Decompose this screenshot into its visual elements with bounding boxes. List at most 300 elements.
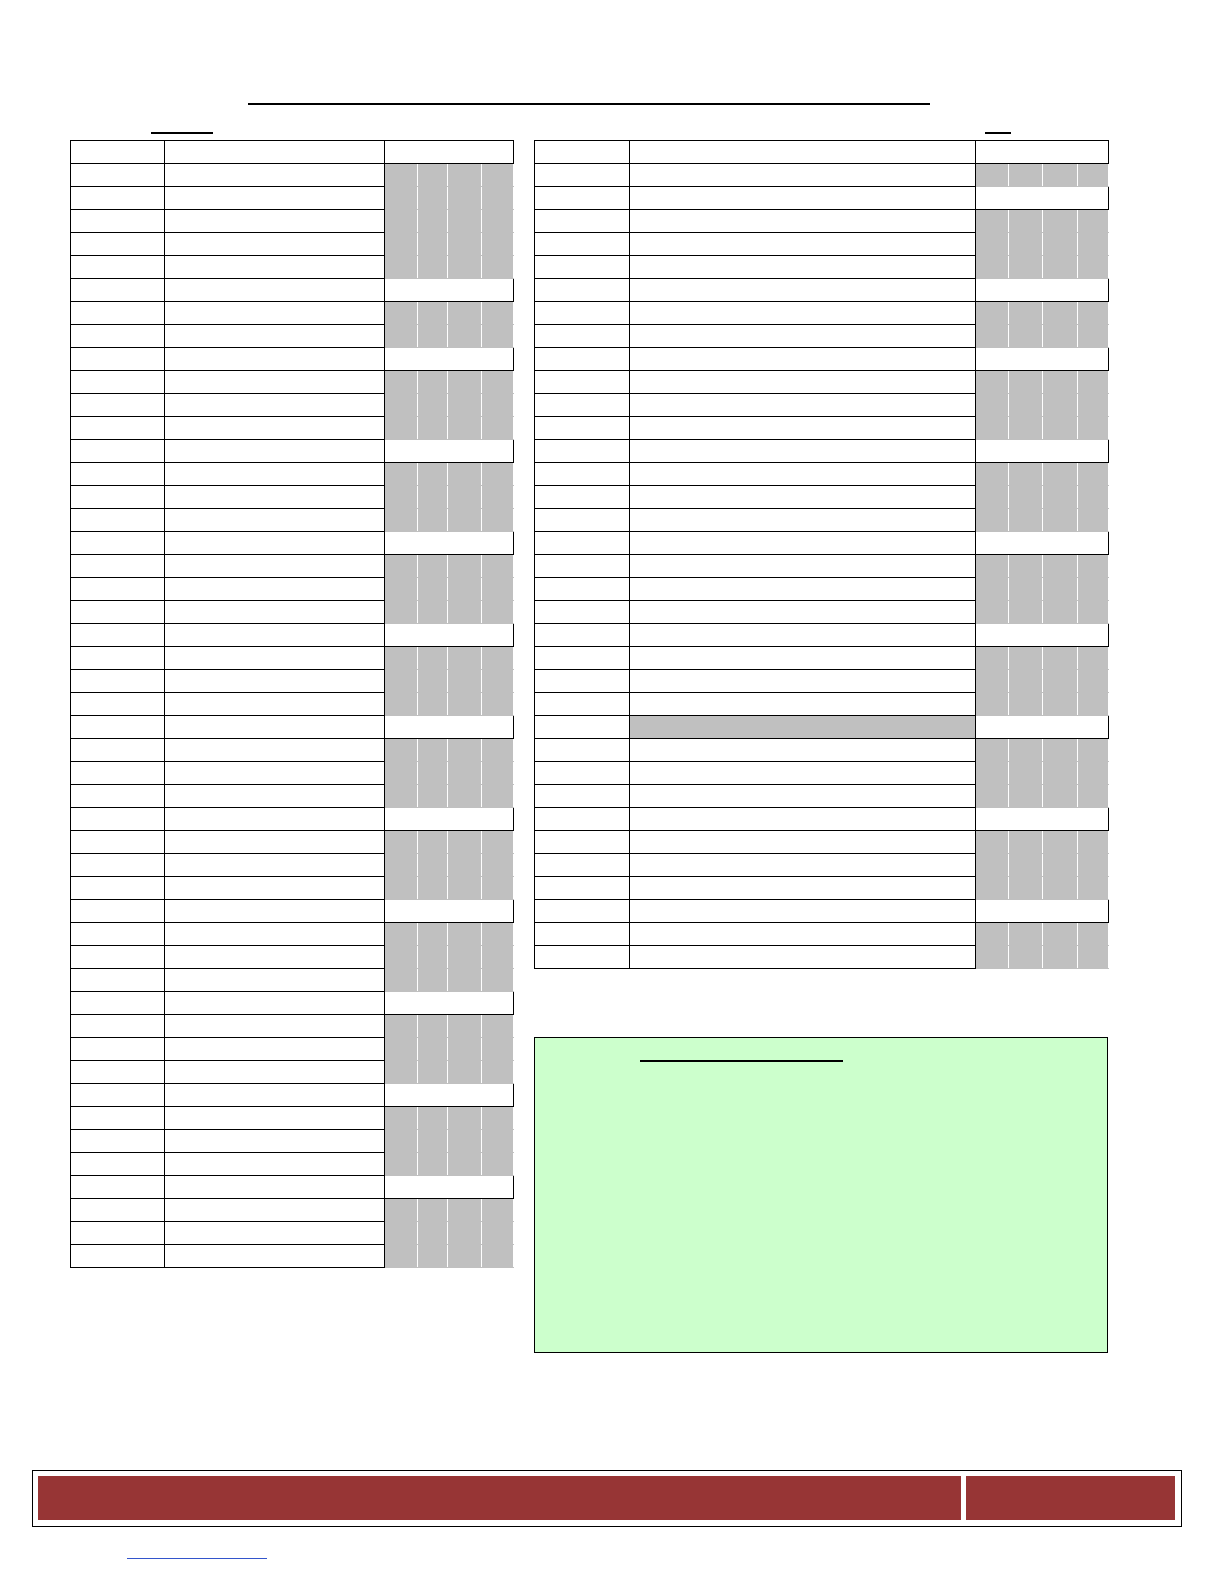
row-description-cell bbox=[165, 1084, 385, 1107]
rating-checkbox-cell[interactable] bbox=[976, 762, 1009, 785]
rating-checkbox-cell[interactable] bbox=[482, 693, 514, 716]
row-description-cell bbox=[165, 463, 385, 486]
rating-checkbox-cell[interactable] bbox=[1043, 164, 1078, 187]
rating-checkbox-cell[interactable] bbox=[1043, 325, 1078, 348]
rating-checkbox-cell[interactable] bbox=[418, 1130, 448, 1153]
rating-checkbox-cell[interactable] bbox=[448, 555, 482, 578]
rating-checkbox-cell[interactable] bbox=[1009, 785, 1043, 808]
table-row bbox=[71, 555, 514, 578]
row-description-cell bbox=[630, 693, 976, 716]
rating-checkbox-cell[interactable] bbox=[1009, 946, 1043, 969]
rating-checkbox-cell[interactable] bbox=[418, 1199, 448, 1222]
rating-checkbox-cell[interactable] bbox=[448, 1222, 482, 1245]
rating-checkbox-cell[interactable] bbox=[448, 785, 482, 808]
rating-checkbox-cell[interactable] bbox=[448, 693, 482, 716]
row-number-cell bbox=[535, 233, 630, 256]
rating-checkbox-cell[interactable] bbox=[482, 394, 514, 417]
rating-checkbox-cell[interactable] bbox=[385, 785, 418, 808]
rating-checkbox-cell[interactable] bbox=[1009, 601, 1043, 624]
table-row bbox=[535, 394, 1109, 417]
rating-checkbox-cell[interactable] bbox=[1078, 463, 1109, 486]
rating-checkbox-cell[interactable] bbox=[448, 394, 482, 417]
section-divider-cell bbox=[976, 440, 1109, 463]
rating-checkbox-cell[interactable] bbox=[976, 854, 1009, 877]
rating-checkbox-cell[interactable] bbox=[482, 325, 514, 348]
rating-checkbox-cell[interactable] bbox=[1078, 417, 1109, 440]
rating-checkbox-cell[interactable] bbox=[482, 877, 514, 900]
rating-checkbox-cell[interactable] bbox=[482, 1130, 514, 1153]
rating-checkbox-cell[interactable] bbox=[1078, 578, 1109, 601]
table-row bbox=[535, 831, 1109, 854]
rating-checkbox-cell[interactable] bbox=[1078, 670, 1109, 693]
rating-checkbox-cell[interactable] bbox=[482, 1061, 514, 1084]
rating-checkbox-cell[interactable] bbox=[1043, 647, 1078, 670]
rating-checkbox-cell[interactable] bbox=[385, 647, 418, 670]
rating-checkbox-cell[interactable] bbox=[448, 417, 482, 440]
rating-checkbox-cell[interactable] bbox=[418, 417, 448, 440]
row-description-cell bbox=[165, 348, 385, 371]
rating-checkbox-cell[interactable] bbox=[976, 463, 1009, 486]
rating-checkbox-cell[interactable] bbox=[1009, 578, 1043, 601]
rating-checkbox-cell[interactable] bbox=[418, 739, 448, 762]
rating-checkbox-cell[interactable] bbox=[385, 417, 418, 440]
rating-checkbox-cell[interactable] bbox=[385, 233, 418, 256]
rating-checkbox-cell[interactable] bbox=[1009, 647, 1043, 670]
row-description-cell bbox=[165, 233, 385, 256]
rating-checkbox-cell[interactable] bbox=[482, 463, 514, 486]
rating-checkbox-cell[interactable] bbox=[482, 486, 514, 509]
rating-checkbox-cell[interactable] bbox=[418, 371, 448, 394]
rating-checkbox-cell[interactable] bbox=[976, 417, 1009, 440]
row-number-cell bbox=[71, 532, 165, 555]
rating-checkbox-cell[interactable] bbox=[1078, 785, 1109, 808]
rating-checkbox-cell[interactable] bbox=[418, 394, 448, 417]
row-description-cell bbox=[165, 141, 385, 164]
rating-checkbox-cell[interactable] bbox=[385, 1107, 418, 1130]
rating-checkbox-cell[interactable] bbox=[1043, 256, 1078, 279]
rating-checkbox-cell[interactable] bbox=[385, 969, 418, 992]
rating-checkbox-cell[interactable] bbox=[1043, 923, 1078, 946]
rating-checkbox-cell[interactable] bbox=[448, 1015, 482, 1038]
rating-checkbox-cell[interactable] bbox=[1043, 555, 1078, 578]
rating-checkbox-cell[interactable] bbox=[976, 670, 1009, 693]
rating-checkbox-cell[interactable] bbox=[1043, 946, 1078, 969]
rating-checkbox-cell[interactable] bbox=[1009, 486, 1043, 509]
rating-checkbox-cell[interactable] bbox=[448, 578, 482, 601]
rating-checkbox-cell[interactable] bbox=[482, 601, 514, 624]
rating-checkbox-cell[interactable] bbox=[482, 164, 514, 187]
rating-checkbox-cell[interactable] bbox=[1009, 555, 1043, 578]
rating-checkbox-cell[interactable] bbox=[976, 302, 1009, 325]
table-row bbox=[71, 509, 514, 532]
rating-checkbox-cell[interactable] bbox=[1078, 164, 1109, 187]
rating-checkbox-cell[interactable] bbox=[448, 877, 482, 900]
rating-checkbox-cell[interactable] bbox=[1078, 256, 1109, 279]
rating-checkbox-cell[interactable] bbox=[1043, 210, 1078, 233]
row-description-cell bbox=[165, 164, 385, 187]
rating-checkbox-cell[interactable] bbox=[1043, 693, 1078, 716]
rating-checkbox-cell[interactable] bbox=[418, 854, 448, 877]
rating-checkbox-cell[interactable] bbox=[482, 187, 514, 210]
rating-checkbox-cell[interactable] bbox=[385, 486, 418, 509]
section-divider-cell bbox=[385, 279, 514, 302]
rating-checkbox-cell[interactable] bbox=[1043, 486, 1078, 509]
rating-checkbox-cell[interactable] bbox=[482, 1222, 514, 1245]
row-description-cell bbox=[165, 1176, 385, 1199]
rating-checkbox-cell[interactable] bbox=[1009, 831, 1043, 854]
rating-checkbox-cell[interactable] bbox=[418, 233, 448, 256]
table-row bbox=[71, 785, 514, 808]
rating-checkbox-cell[interactable] bbox=[448, 509, 482, 532]
rating-checkbox-cell[interactable] bbox=[1078, 509, 1109, 532]
rating-checkbox-cell[interactable] bbox=[385, 555, 418, 578]
rating-checkbox-cell[interactable] bbox=[482, 923, 514, 946]
rating-checkbox-cell[interactable] bbox=[1009, 417, 1043, 440]
rating-checkbox-cell[interactable] bbox=[1078, 946, 1109, 969]
rating-checkbox-cell[interactable] bbox=[385, 1222, 418, 1245]
rating-checkbox-cell[interactable] bbox=[482, 210, 514, 233]
rating-checkbox-cell[interactable] bbox=[385, 670, 418, 693]
rating-checkbox-cell[interactable] bbox=[1043, 371, 1078, 394]
rating-checkbox-cell[interactable] bbox=[482, 555, 514, 578]
rating-checkbox-cell[interactable] bbox=[1043, 394, 1078, 417]
section-divider-cell bbox=[385, 716, 514, 739]
row-number-cell bbox=[535, 555, 630, 578]
rating-checkbox-cell[interactable] bbox=[482, 670, 514, 693]
rating-checkbox-cell[interactable] bbox=[1078, 233, 1109, 256]
rating-checkbox-cell[interactable] bbox=[418, 923, 448, 946]
rating-checkbox-cell[interactable] bbox=[448, 187, 482, 210]
rating-checkbox-cell[interactable] bbox=[418, 509, 448, 532]
rating-checkbox-cell[interactable] bbox=[1043, 463, 1078, 486]
rating-checkbox-cell[interactable] bbox=[385, 210, 418, 233]
row-description-cell bbox=[630, 210, 976, 233]
rating-checkbox-cell[interactable] bbox=[418, 325, 448, 348]
rating-checkbox-cell[interactable] bbox=[1009, 877, 1043, 900]
rating-checkbox-cell[interactable] bbox=[448, 670, 482, 693]
rating-checkbox-cell[interactable] bbox=[976, 233, 1009, 256]
rating-checkbox-cell[interactable] bbox=[1078, 325, 1109, 348]
rating-checkbox-cell[interactable] bbox=[976, 486, 1009, 509]
rating-checkbox-cell[interactable] bbox=[448, 854, 482, 877]
rating-checkbox-cell[interactable] bbox=[482, 233, 514, 256]
row-description-cell bbox=[630, 486, 976, 509]
rating-header-cell bbox=[385, 141, 514, 164]
rating-checkbox-cell[interactable] bbox=[976, 325, 1009, 348]
rating-checkbox-cell[interactable] bbox=[1009, 854, 1043, 877]
rating-checkbox-cell[interactable] bbox=[418, 670, 448, 693]
rating-checkbox-cell[interactable] bbox=[448, 1130, 482, 1153]
rating-checkbox-cell[interactable] bbox=[385, 1245, 418, 1268]
rating-checkbox-cell[interactable] bbox=[448, 1199, 482, 1222]
rating-checkbox-cell[interactable] bbox=[385, 693, 418, 716]
rating-checkbox-cell[interactable] bbox=[448, 762, 482, 785]
rating-checkbox-cell[interactable] bbox=[418, 302, 448, 325]
rating-checkbox-cell[interactable] bbox=[1078, 486, 1109, 509]
rating-checkbox-cell[interactable] bbox=[385, 394, 418, 417]
rating-checkbox-cell[interactable] bbox=[1078, 854, 1109, 877]
rating-checkbox-cell[interactable] bbox=[418, 601, 448, 624]
rating-checkbox-cell[interactable] bbox=[418, 187, 448, 210]
rating-checkbox-cell[interactable] bbox=[482, 1245, 514, 1268]
rating-checkbox-cell[interactable] bbox=[482, 969, 514, 992]
rating-checkbox-cell[interactable] bbox=[418, 210, 448, 233]
rating-checkbox-cell[interactable] bbox=[1043, 670, 1078, 693]
row-number-cell bbox=[71, 394, 165, 417]
rating-checkbox-cell[interactable] bbox=[385, 762, 418, 785]
row-description-cell bbox=[165, 785, 385, 808]
table-row bbox=[71, 1084, 514, 1107]
rating-checkbox-cell[interactable] bbox=[448, 233, 482, 256]
rating-checkbox-cell[interactable] bbox=[448, 325, 482, 348]
rating-checkbox-cell[interactable] bbox=[1009, 923, 1043, 946]
rating-checkbox-cell[interactable] bbox=[418, 256, 448, 279]
rating-checkbox-cell[interactable] bbox=[418, 877, 448, 900]
rating-checkbox-cell[interactable] bbox=[448, 256, 482, 279]
rating-checkbox-cell[interactable] bbox=[448, 1061, 482, 1084]
rating-checkbox-cell[interactable] bbox=[1009, 233, 1043, 256]
rating-checkbox-cell[interactable] bbox=[1009, 670, 1043, 693]
rating-checkbox-cell[interactable] bbox=[1009, 739, 1043, 762]
rating-checkbox-cell[interactable] bbox=[1043, 417, 1078, 440]
rating-checkbox-cell[interactable] bbox=[1009, 509, 1043, 532]
rating-checkbox-cell[interactable] bbox=[418, 463, 448, 486]
rating-checkbox-cell[interactable] bbox=[385, 509, 418, 532]
rating-checkbox-cell[interactable] bbox=[448, 1245, 482, 1268]
rating-checkbox-cell[interactable] bbox=[418, 831, 448, 854]
table-row bbox=[535, 509, 1109, 532]
row-description-cell bbox=[165, 210, 385, 233]
row-number-cell bbox=[71, 1222, 165, 1245]
rating-checkbox-cell[interactable] bbox=[1009, 210, 1043, 233]
rating-checkbox-cell[interactable] bbox=[448, 739, 482, 762]
rating-checkbox-cell[interactable] bbox=[418, 785, 448, 808]
rating-checkbox-cell[interactable] bbox=[385, 854, 418, 877]
rating-checkbox-cell[interactable] bbox=[482, 578, 514, 601]
rating-checkbox-cell[interactable] bbox=[385, 831, 418, 854]
table-row bbox=[71, 762, 514, 785]
rating-checkbox-cell[interactable] bbox=[1078, 371, 1109, 394]
rating-checkbox-cell[interactable] bbox=[482, 854, 514, 877]
rating-checkbox-cell[interactable] bbox=[1009, 762, 1043, 785]
rating-checkbox-cell[interactable] bbox=[1043, 578, 1078, 601]
rating-checkbox-cell[interactable] bbox=[1009, 463, 1043, 486]
rating-checkbox-cell[interactable] bbox=[1043, 233, 1078, 256]
rating-checkbox-cell[interactable] bbox=[418, 1038, 448, 1061]
row-description-cell bbox=[630, 670, 976, 693]
rating-checkbox-cell[interactable] bbox=[1009, 325, 1043, 348]
rating-checkbox-cell[interactable] bbox=[418, 486, 448, 509]
rating-checkbox-cell[interactable] bbox=[418, 164, 448, 187]
rating-checkbox-cell[interactable] bbox=[1043, 509, 1078, 532]
rating-checkbox-cell[interactable] bbox=[482, 946, 514, 969]
rating-checkbox-cell[interactable] bbox=[482, 417, 514, 440]
rating-checkbox-cell[interactable] bbox=[385, 325, 418, 348]
rating-checkbox-cell[interactable] bbox=[976, 578, 1009, 601]
rating-checkbox-cell[interactable] bbox=[385, 1038, 418, 1061]
rating-checkbox-cell[interactable] bbox=[418, 693, 448, 716]
rating-checkbox-cell[interactable] bbox=[448, 1038, 482, 1061]
rating-checkbox-cell[interactable] bbox=[1078, 762, 1109, 785]
rating-checkbox-cell[interactable] bbox=[482, 739, 514, 762]
rating-checkbox-cell[interactable] bbox=[1078, 877, 1109, 900]
rating-checkbox-cell[interactable] bbox=[1043, 831, 1078, 854]
rating-checkbox-cell[interactable] bbox=[385, 302, 418, 325]
rating-checkbox-cell[interactable] bbox=[448, 371, 482, 394]
rating-checkbox-cell[interactable] bbox=[448, 486, 482, 509]
rating-checkbox-cell[interactable] bbox=[418, 1061, 448, 1084]
rating-checkbox-cell[interactable] bbox=[385, 739, 418, 762]
rating-checkbox-cell[interactable] bbox=[976, 877, 1009, 900]
rating-checkbox-cell[interactable] bbox=[976, 555, 1009, 578]
row-number-cell bbox=[535, 394, 630, 417]
rating-checkbox-cell[interactable] bbox=[976, 739, 1009, 762]
footer-link[interactable] bbox=[127, 1558, 267, 1559]
rating-checkbox-cell[interactable] bbox=[482, 371, 514, 394]
rating-checkbox-cell[interactable] bbox=[448, 969, 482, 992]
rating-checkbox-cell[interactable] bbox=[1078, 394, 1109, 417]
rating-checkbox-cell[interactable] bbox=[385, 463, 418, 486]
rating-checkbox-cell[interactable] bbox=[448, 831, 482, 854]
rating-checkbox-cell[interactable] bbox=[385, 187, 418, 210]
rating-checkbox-cell[interactable] bbox=[1043, 739, 1078, 762]
table-row bbox=[535, 854, 1109, 877]
rating-checkbox-cell[interactable] bbox=[482, 302, 514, 325]
rating-checkbox-cell[interactable] bbox=[385, 1130, 418, 1153]
table-row bbox=[535, 900, 1109, 923]
rating-checkbox-cell[interactable] bbox=[1043, 785, 1078, 808]
rating-checkbox-cell[interactable] bbox=[385, 1153, 418, 1176]
rating-checkbox-cell[interactable] bbox=[976, 831, 1009, 854]
rating-checkbox-cell[interactable] bbox=[448, 210, 482, 233]
rating-checkbox-cell[interactable] bbox=[482, 1038, 514, 1061]
table-row bbox=[535, 164, 1109, 187]
rating-checkbox-cell[interactable] bbox=[482, 831, 514, 854]
rating-checkbox-cell[interactable] bbox=[976, 923, 1009, 946]
table-row bbox=[71, 1130, 514, 1153]
rating-checkbox-cell[interactable] bbox=[418, 1015, 448, 1038]
rating-checkbox-cell[interactable] bbox=[1078, 601, 1109, 624]
row-description-cell bbox=[630, 923, 976, 946]
rating-checkbox-cell[interactable] bbox=[448, 647, 482, 670]
rating-checkbox-cell[interactable] bbox=[1078, 302, 1109, 325]
rating-checkbox-cell[interactable] bbox=[448, 923, 482, 946]
rating-checkbox-cell[interactable] bbox=[976, 164, 1009, 187]
row-number-cell bbox=[535, 785, 630, 808]
rating-checkbox-cell[interactable] bbox=[976, 371, 1009, 394]
rating-checkbox-cell[interactable] bbox=[1043, 762, 1078, 785]
rating-checkbox-cell[interactable] bbox=[1009, 693, 1043, 716]
row-number-cell bbox=[71, 900, 165, 923]
rating-checkbox-cell[interactable] bbox=[976, 394, 1009, 417]
rating-checkbox-cell[interactable] bbox=[418, 647, 448, 670]
rating-checkbox-cell[interactable] bbox=[976, 256, 1009, 279]
rating-checkbox-cell[interactable] bbox=[385, 946, 418, 969]
rating-checkbox-cell[interactable] bbox=[976, 946, 1009, 969]
rating-checkbox-cell[interactable] bbox=[1009, 394, 1043, 417]
rating-checkbox-cell[interactable] bbox=[482, 509, 514, 532]
rating-checkbox-cell[interactable] bbox=[482, 785, 514, 808]
rating-checkbox-cell[interactable] bbox=[976, 647, 1009, 670]
rating-checkbox-cell[interactable] bbox=[1043, 601, 1078, 624]
rating-checkbox-cell[interactable] bbox=[385, 578, 418, 601]
rating-checkbox-cell[interactable] bbox=[976, 509, 1009, 532]
rating-checkbox-cell[interactable] bbox=[418, 1245, 448, 1268]
rating-checkbox-cell[interactable] bbox=[976, 693, 1009, 716]
table-row bbox=[71, 601, 514, 624]
rating-checkbox-cell[interactable] bbox=[482, 1199, 514, 1222]
row-description-cell bbox=[165, 325, 385, 348]
rating-checkbox-cell[interactable] bbox=[482, 256, 514, 279]
rating-checkbox-cell[interactable] bbox=[482, 1153, 514, 1176]
rating-checkbox-cell[interactable] bbox=[448, 1107, 482, 1130]
rating-checkbox-cell[interactable] bbox=[418, 946, 448, 969]
rating-checkbox-cell[interactable] bbox=[385, 1061, 418, 1084]
rating-checkbox-cell[interactable] bbox=[1078, 739, 1109, 762]
rating-checkbox-cell[interactable] bbox=[1009, 164, 1043, 187]
row-number-cell bbox=[71, 256, 165, 279]
rating-checkbox-cell[interactable] bbox=[1009, 302, 1043, 325]
rating-checkbox-cell[interactable] bbox=[385, 256, 418, 279]
rating-checkbox-cell[interactable] bbox=[482, 762, 514, 785]
rating-checkbox-cell[interactable] bbox=[1043, 877, 1078, 900]
rating-checkbox-cell[interactable] bbox=[418, 1222, 448, 1245]
rating-checkbox-cell[interactable] bbox=[418, 1153, 448, 1176]
rating-checkbox-cell[interactable] bbox=[1078, 555, 1109, 578]
rating-checkbox-cell[interactable] bbox=[448, 601, 482, 624]
rating-checkbox-cell[interactable] bbox=[448, 1153, 482, 1176]
rating-checkbox-cell[interactable] bbox=[1078, 693, 1109, 716]
rating-checkbox-cell[interactable] bbox=[1078, 923, 1109, 946]
rating-checkbox-cell[interactable] bbox=[418, 969, 448, 992]
table-row bbox=[71, 417, 514, 440]
rating-checkbox-cell[interactable] bbox=[448, 302, 482, 325]
rating-checkbox-cell[interactable] bbox=[1078, 831, 1109, 854]
row-number-cell bbox=[535, 808, 630, 831]
rating-checkbox-cell[interactable] bbox=[1043, 302, 1078, 325]
rating-checkbox-cell[interactable] bbox=[448, 463, 482, 486]
row-number-cell bbox=[71, 762, 165, 785]
rating-checkbox-cell[interactable] bbox=[418, 555, 448, 578]
rating-checkbox-cell[interactable] bbox=[385, 371, 418, 394]
rating-checkbox-cell[interactable] bbox=[418, 578, 448, 601]
rating-checkbox-cell[interactable] bbox=[1043, 854, 1078, 877]
rating-checkbox-cell[interactable] bbox=[482, 1015, 514, 1038]
rating-checkbox-cell[interactable] bbox=[1078, 210, 1109, 233]
rating-checkbox-cell[interactable] bbox=[385, 923, 418, 946]
section-divider-cell bbox=[385, 1176, 514, 1199]
rating-checkbox-cell[interactable] bbox=[385, 877, 418, 900]
rating-checkbox-cell[interactable] bbox=[385, 1015, 418, 1038]
row-description-cell bbox=[165, 1222, 385, 1245]
rating-checkbox-cell[interactable] bbox=[418, 1107, 448, 1130]
rating-checkbox-cell[interactable] bbox=[976, 785, 1009, 808]
rating-checkbox-cell[interactable] bbox=[976, 210, 1009, 233]
rating-checkbox-cell[interactable] bbox=[976, 601, 1009, 624]
rating-checkbox-cell[interactable] bbox=[1009, 371, 1043, 394]
rating-checkbox-cell[interactable] bbox=[418, 762, 448, 785]
rating-checkbox-cell[interactable] bbox=[482, 1107, 514, 1130]
rating-checkbox-cell[interactable] bbox=[448, 164, 482, 187]
rating-checkbox-cell[interactable] bbox=[482, 647, 514, 670]
rating-checkbox-cell[interactable] bbox=[1078, 647, 1109, 670]
rating-checkbox-cell[interactable] bbox=[1009, 256, 1043, 279]
row-number-cell bbox=[71, 279, 165, 302]
rating-checkbox-cell[interactable] bbox=[385, 601, 418, 624]
rating-checkbox-cell[interactable] bbox=[448, 946, 482, 969]
rating-checkbox-cell[interactable] bbox=[385, 1199, 418, 1222]
rating-checkbox-cell[interactable] bbox=[385, 164, 418, 187]
